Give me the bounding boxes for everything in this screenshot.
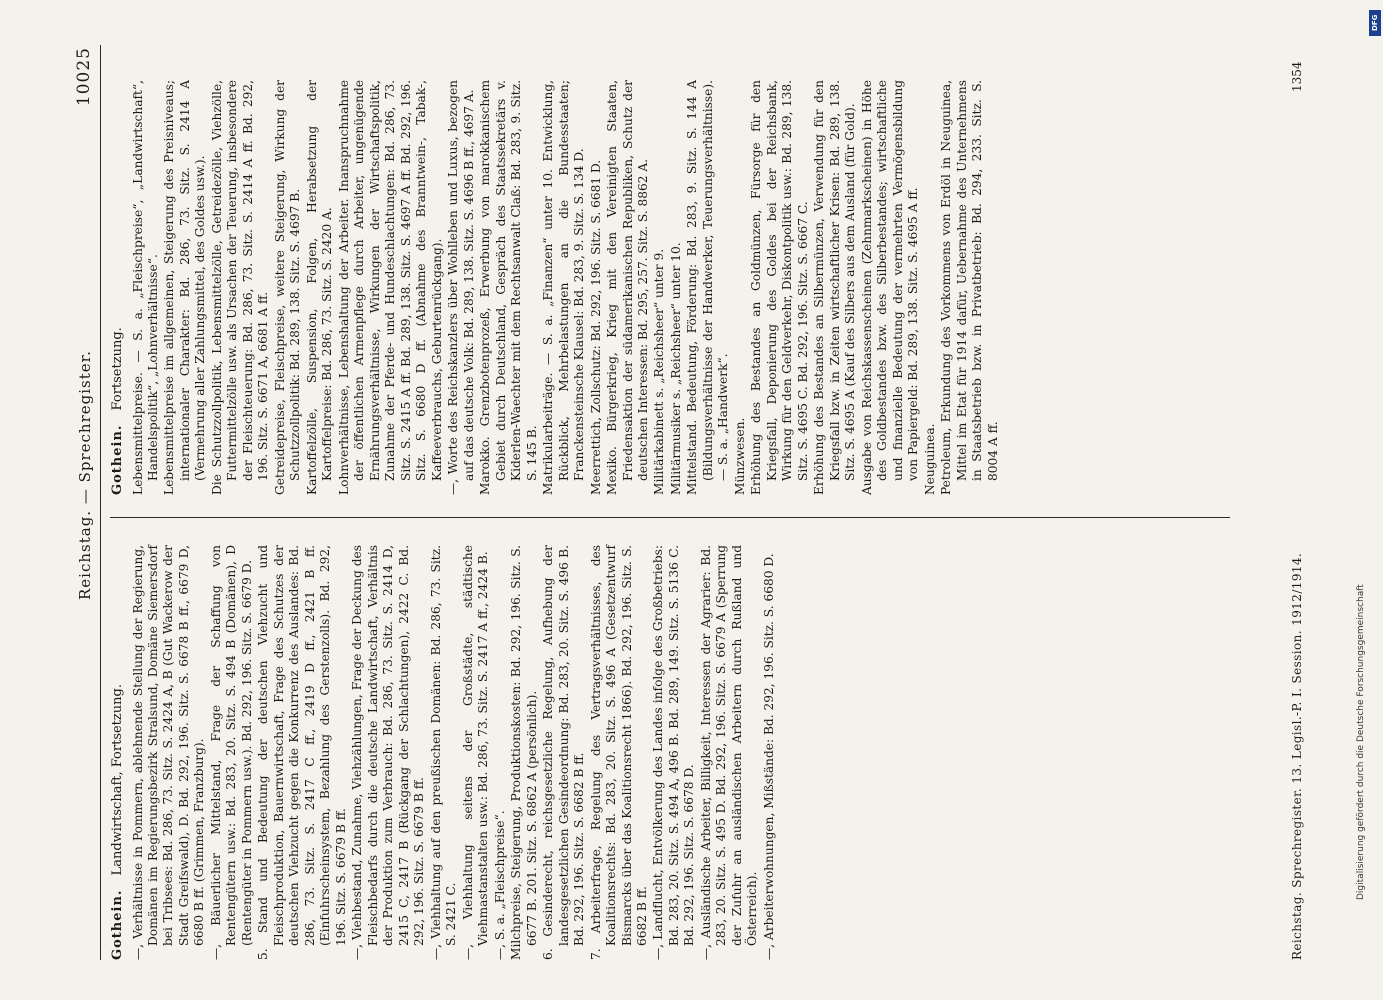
right-column-heading	[110, 80, 127, 495]
page-number: 10025	[74, 47, 94, 107]
topic-heading: Fortsetzung.	[110, 327, 125, 411]
register-entry: Matrikularbeiträge. — S. a. „Finanzen“ unter 10. Entwicklung, Rückblick, Mehrbelastungen an die Bundesstaaten; Franckensteinsche Klausel: Bd. 283, 9. Sitz. S. 134 D.	[541, 80, 587, 495]
register-entry: Die Schutzzollpolitik, Lebensmittelzölle, Getreidezölle, Viehzölle, Futtermittelzölle usw. als Ursachen der Teuerung, insbesondere der Fleischteuerung: Bd. 286, 73. Sitz. S. 2414 A ff. Bd. 292, 196. Sitz. S. 6671 A, 6681 A ff.	[209, 80, 271, 495]
register-entry: —, Viehhaltung auf den preußischen Domänen: Bd. 286, 73. Sitz. S. 2421 C.	[428, 545, 459, 960]
register-entry: —, Viehbestand, Zunahme, Viehzählungen, Frage der Deckung des Fleischbedarfs durch die deutsche Landwirtschaft, Verhältnis der Produktion zum Verbrauch: Bd. 286, 73. Sitz. S. 2414 D, 2415 C, 2417 B (Rückgang der Schlachtungen), 2422 C. Bd. 292, 196. Sitz. S. 6679 B ff.	[350, 545, 427, 960]
page-header	[68, 45, 101, 960]
register-entry: Mexiko. Bürgerkrieg, Krieg mit den Vereinigten Staaten, Friedensaktion der südamerikanischen Republiken, Schutz der deutschen Interessen: Bd. 295, 257. Sitz. S. 8862 A.	[605, 80, 650, 495]
credit-text: Digitalisierung gefördert durch die Deutsche Forschungsgemeinschaft	[1356, 584, 1366, 900]
footer-publication: Reichstag. Sprechregister. 13. Legisl.-P. I. Session. 1912/1914.	[1290, 552, 1304, 960]
column-divider	[110, 517, 1230, 518]
register-entry: —, Landflucht, Entvölkerung des Landes infolge des Großbetriebs: Bd. 283, 20. Sitz. S. 494 A, 496 B. Bd. 289, 149. Sitz. S. 5136 C. Bd. 292, 196. Sitz. S. 6678 D.	[651, 545, 697, 960]
register-entry: —, Ausländische Arbeiter, Billigkeit, Interessen der Agrarier: Bd. 283, 20. Sitz. S. 495 D. Bd. 292, 196. Sitz. S. 6679 A (Sperrung der Zufuhr an ausländischen Arbeitern durch Rußland und Österreich).	[698, 545, 760, 960]
register-entry: Petroleum, Erkundung des Vorkommens von Erdöl in Neuguinea, Mittel im Etat für 1914 dafür, Uebernahme des Unternehmens in Staatsbetrieb bzw. in Privatbetrieb: Bd. 294, 233. Sitz. S. 8004 A ff.	[939, 80, 1000, 495]
header-title: Reichstag. — Sprechregister.	[76, 350, 94, 600]
register-entry: Erhöhung des Bestandes an Goldmünzen, Fürsorge für den Kriegsfall, Deponierung des Goldes bei der Reichsbank, Wirkung für den Geldverkehr, Diskontpolitik usw.: Bd. 289, 138. Sitz. S. 4695 C. Bd. 292, 196. Sitz. S. 6667 C.	[749, 80, 810, 495]
left-column	[110, 545, 1230, 960]
dfg-logo: DFG	[1369, 10, 1381, 36]
register-entry: Militärkabinett s. „Reichsheer“ unter 9.	[652, 248, 667, 495]
register-entry: Neuguinea.	[922, 423, 937, 495]
digitization-credit	[1356, 20, 1378, 980]
document-page	[40, 45, 1323, 960]
speaker-name: Gothein.	[110, 889, 125, 960]
register-entry: Erhöhung des Bestandes an Silbermünzen, Verwendung für den Kriegsfall bzw. in Zeiten wirtschaftlicher Krisen: Bd. 289, 138. Sitz. S. 4695 A (Kauf des Silbers aus dem Ausland (für Gold).	[812, 80, 858, 495]
register-entry: Kartoffelzölle, Suspension, Folgen, Herabsetzung der Kartoffelpreise: Bd. 286, 73. Sitz. S. 2420 A.	[304, 80, 335, 495]
right-column	[110, 80, 1230, 495]
register-entry: Lebensmittelpreise im allgemeinen, Steigerung des Preisniveaus; internationaler Charakter: Bd. 286, 73. Sitz. S. 2414 A (Vermehrung aller Zahlungsmittel, des Goldes usw.).	[162, 80, 208, 495]
register-entry: 7. Arbeiterfrage, Regelung des Vertragsverhältnisses, des Koalitionsrechts: Bd. 283, 20. Sitz. S. 496 A (Gesetzentwurf Bismarcks über das Koalitionsrecht 1866). Bd. 292, 196. Sitz. S. 6682 B ff.	[588, 545, 649, 960]
left-entries-list	[131, 545, 778, 960]
speaker-name: Gothein.	[110, 424, 125, 495]
register-entry: Getreidepreise, Fleischpreise, weitere Steigerung, Wirkung der Schutzzollpolitik: Bd. 289, 138. Sitz. S. 4697 B.	[272, 80, 303, 495]
register-entry: Meerrettich, Zollschutz: Bd. 292, 196. Sitz. S. 6681 D.	[588, 159, 603, 495]
register-entry: —, Verhältnisse in Pommern, ablehnende Stellung der Regierung, Domänen im Regierungsbezirk Stralsund, Domäne Siemersdorf bei Tribsees: Bd. 286, 73. Sitz. S. 2424 A, B (Gut Wackerow der Stadt Greifswald), D. Bd. 292, 196. Sitz. S. 6678 B ff., 6679 D, 6680 B ff. (Grimmen, Franzburg).	[130, 545, 207, 960]
register-entry: Ausgabe von Reichskassenscheinen (Zehnmarkscheinen) in Höhe des Goldbestandes bzw. des Silberbestandes; wirtschaftliche und finanzielle Bedeutung der vermehrten Vermögensbildung von Papiergeld: Bd. 289, 138. Sitz. S. 4695 A ff.	[859, 80, 921, 495]
register-entry: Milchpreise, Steigerung, Produktionskosten: Bd. 292, 196. Sitz. S. 6677 B. 201. Sitz. S. 6862 A (persönlich).	[509, 545, 539, 960]
register-entry: —, Bäuerlicher Mittelstand, Frage der Schaffung von Rentengütern usw.: Bd. 283, 20. Sitz. S. 494 B (Domänen), D (Rentengüter in Pommern usw.). Bd. 292, 196. Sitz. S. 6679 D.	[208, 545, 254, 960]
register-entry: —, Arbeiterwohnungen, Mißstände: Bd. 292, 196. Sitz. S. 6680 D.	[761, 553, 776, 960]
topic-heading: Landwirtschaft, Fortsetzung.	[110, 684, 125, 876]
right-entries-list	[131, 80, 1002, 495]
register-entry: Mittelstand. Bedeutung, Förderung: Bd. 283, 9. Sitz. S. 144 A (Bildungsverhältnisse der Handwerker, Teuerungsverhältnisse). — S. a. „Handwerk“.	[685, 80, 731, 495]
register-entry: Münzwesen.	[732, 417, 747, 495]
register-entry: —, Viehhaltung seitens der Großstädte, städtische Viehmastanstalten usw.: Bd. 286, 73. Sitz. S. 2417 A ff., 2424 B.	[460, 545, 491, 960]
register-entry: Marokko. Grenzbotenprozeß, Erwerbung von marokkanischem Gebiet durch Deutschland, Gespräch des Staatssekretärs v. Kiderlen-Waechter mit dem Rechtsanwalt Claß: Bd. 283, 9. Sitz. S. 145 B.	[478, 80, 539, 495]
footer-sheet-number: 1354	[1290, 61, 1304, 92]
register-entry: Militärmusiker s. „Reichsheer“ unter 10.	[668, 242, 683, 495]
left-column-heading	[110, 545, 127, 960]
register-entry: Lebensmittelpreise. — S. a. „Fleischpreise“, „Landwirtschaft“, Handelspolitik“, „Lohnverhältnisse“.	[130, 80, 160, 495]
register-entry: Lohnverhältnisse, Lebenshaltung der Arbeiter. Inanspruchnahme der öffentlichen Armenpflege durch Arbeiter, ungenügende Ernährungsverhältnisse, Wirkungen der Wirtschaftspolitik, Zunahme der Pferde- und Hundeschlachtungen: Bd. 286, 73. Sitz. S. 2415 A ff. Bd. 289, 138. Sitz. S. 4697 A ff. Bd. 292, 196. Sitz. S. 6680 D ff. (Abnahme des Branntwein-, Tabak-, Kaffeeverbrauchs, Geburtenrückgang).	[336, 80, 444, 495]
register-entry: 6. Gesinderecht, reichsgesetzliche Regelung, Aufhebung der landesgesetzlichen Gesindeordnung: Bd. 283, 20. Sitz. S. 496 B. Bd. 292, 196. Sitz. S. 6682 B ff.	[541, 545, 587, 960]
register-entry: —, S. a. „Fleischpreise“.	[492, 810, 507, 960]
register-entry: 5. Stand und Bedeutung der deutschen Viehzucht und Fleischproduktion, Bauernwirtschaft, Frage des Schutzes der deutschen Viehzucht gegen die Konkurrenz des Auslandes: Bd. 286, 73. Sitz. S. 2417 C ff., 2419 D ff., 2421 B ff. (Einfuhrscheinsystem, Bezahlung des Gerstenzolls). Bd. 292, 196. Sitz. S. 6679 B ff.	[256, 545, 348, 960]
register-entry: —, Worte des Reichskanzlers über Wohlleben und Luxus, bezogen auf das deutsche Volk: Bd. 289, 138. Sitz. S. 4696 B ff., 4697 A.	[446, 80, 476, 495]
